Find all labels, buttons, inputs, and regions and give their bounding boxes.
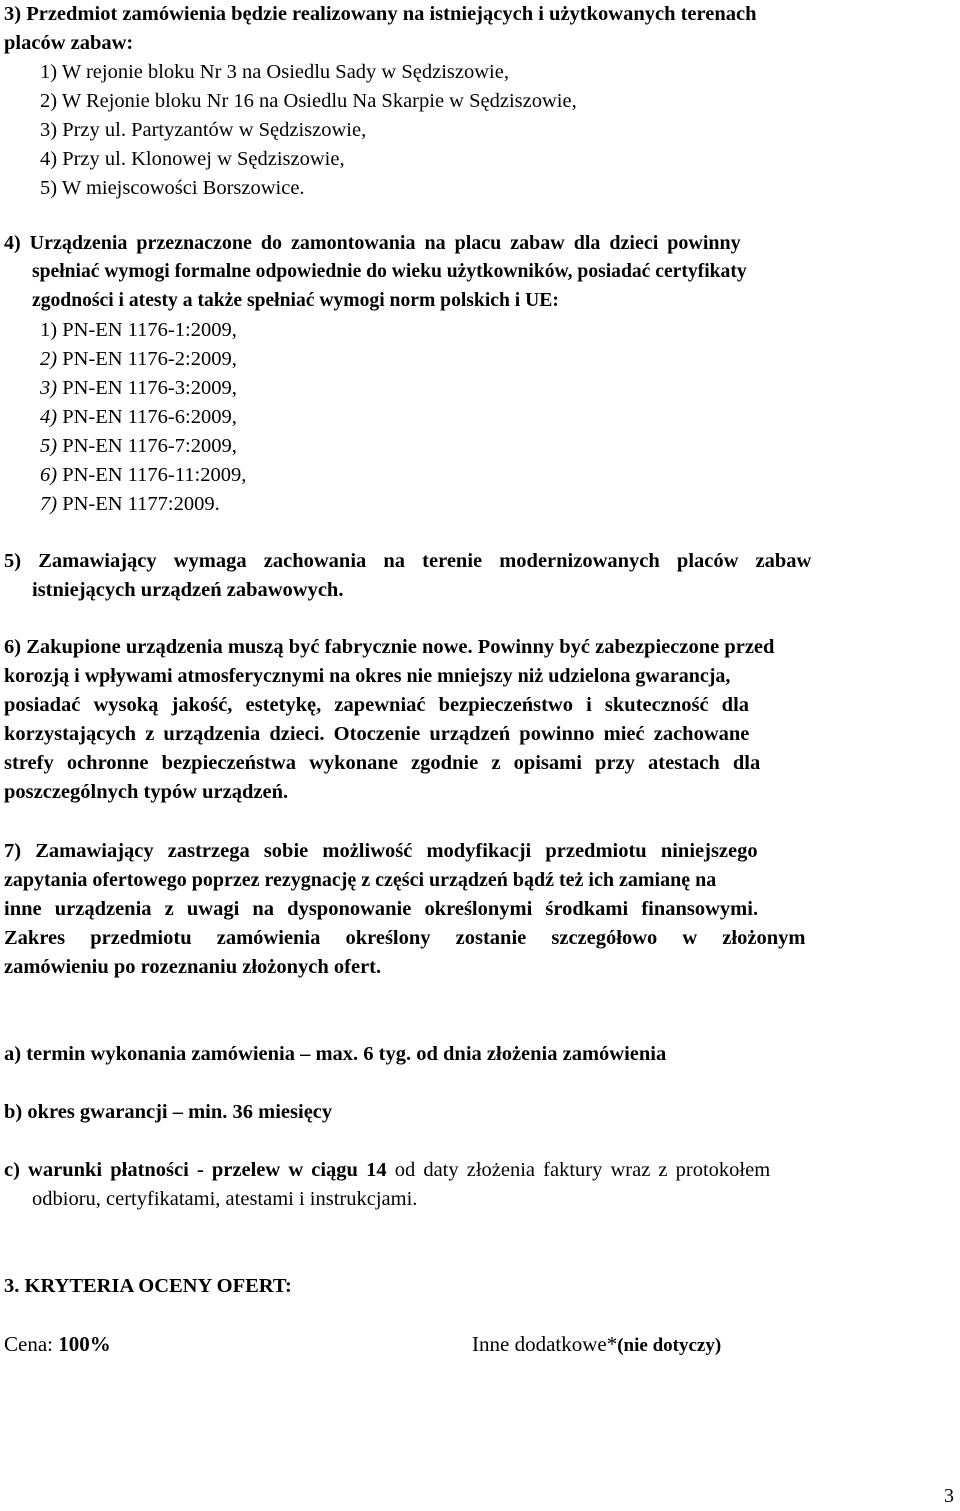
- section3-heading-line1: 3) Przedmiot zamówienia będzie realizowany na istniejących i użytkowanych terenach: [4, 3, 757, 25]
- list-item: [40, 432, 237, 461]
- list-item: [40, 316, 237, 345]
- section6-lead: 6) Zakupione urządzenia muszą być fabrycznie nowe.: [4, 636, 473, 658]
- list-item-text: W miejscowości Borszowice.: [61, 177, 305, 199]
- list-item: [40, 145, 345, 174]
- list-item-number: 7): [40, 493, 58, 515]
- list-item-text: W rejonie bloku Nr 3 na Osiedlu Sady w Sędziszowie,: [61, 61, 509, 83]
- term-c-line1: [4, 1156, 770, 1185]
- list-item-text: PN-EN 1176-7:2009,: [62, 435, 237, 457]
- list-item-text: Przy ul. Klonowej w Sędziszowie,: [62, 148, 345, 170]
- section6-line5: strefy ochronne bezpieczeństwa wykonane zgodnie z opisami przy atestach dla: [4, 752, 761, 774]
- list-item-number: 5): [40, 435, 58, 457]
- list-item-number: 2): [40, 90, 58, 112]
- section4-line1: 4) Urządzenia przeznaczone do zamontowania na placu zabaw dla dzieci powinny: [4, 232, 741, 254]
- term-c-bold: c) warunki płatności - przelew w ciągu 14: [4, 1159, 387, 1181]
- criteria-price: [4, 1330, 111, 1359]
- criteria-heading: 3. KRYTERIA OCENY OFERT:: [4, 1275, 292, 1297]
- other-label: Inne dodatkowe*: [472, 1332, 618, 1356]
- price-value: 100%: [58, 1332, 111, 1356]
- list-item-number: 3): [40, 377, 58, 399]
- list-item: [40, 490, 220, 519]
- list-item-number: 2): [40, 348, 58, 370]
- section6-line4: korzystających z urządzenia dzieci. Otoczenie urządzeń powinno mieć zachowane: [4, 723, 750, 745]
- list-item: [40, 345, 237, 374]
- list-item: [40, 87, 577, 116]
- list-item-number: 3): [40, 119, 58, 141]
- term-c-rest: od daty złożenia faktury wraz z protokołem: [394, 1159, 771, 1181]
- section6-line2: korozją i wpływami atmosferycznymi na okres nie mniejszy niż udzielona gwarancja,: [4, 665, 731, 687]
- list-item: [40, 374, 237, 403]
- section4-line3: zgodności i atesty a także spełniać wymogi norm polskich i UE:: [32, 290, 559, 311]
- section3-heading-line2: placów zabaw:: [4, 32, 134, 54]
- section7-line1: 7) Zamawiający zastrzega sobie możliwość modyfikacji przedmiotu niniejszego: [4, 840, 758, 862]
- list-item-number: 5): [40, 177, 58, 199]
- section4-line2: spełniać wymogi formalne odpowiednie do wieku użytkowników, posiadać certyfikaty: [32, 261, 747, 282]
- section5-line2: istniejących urządzeń zabawowych.: [32, 579, 344, 601]
- list-item-text: PN-EN 1176-2:2009,: [62, 348, 237, 370]
- section6-line6: poszczególnych typów urządzeń.: [4, 781, 289, 803]
- list-item-number: 6): [40, 464, 58, 486]
- section7-line5: zamówieniu po rozeznaniu złożonych ofert.: [4, 956, 382, 978]
- section7-line4: Zakres przedmiotu zamówienia określony zostanie szczegółowo w złożonym: [4, 927, 806, 949]
- list-item-text: PN-EN 1177:2009.: [62, 493, 220, 515]
- list-item: [40, 461, 246, 490]
- list-item-text: PN-EN 1176-11:2009,: [62, 464, 247, 486]
- section6-line1-rest: Powinny być zabezpieczone przed: [477, 636, 775, 658]
- criteria-other: [472, 1330, 721, 1361]
- section7-line2: zapytania ofertowego poprzez rezygnację z części urządzeń bądź też ich zamianę na: [4, 869, 717, 891]
- section6-line3: posiadać wysoką jakość, estetykę, zapewniać bezpieczeństwo i skuteczność dla: [4, 694, 750, 716]
- other-note: (nie dotyczy): [617, 1335, 722, 1356]
- list-item-number: 1): [40, 61, 58, 83]
- list-item-text: W Rejonie bloku Nr 16 na Osiedlu Na Skarpie w Sędziszowie,: [61, 90, 577, 112]
- list-item-text: PN-EN 1176-6:2009,: [62, 406, 237, 428]
- term-c-line2: odbioru, certyfikatami, atestami i instrukcjami.: [32, 1188, 418, 1210]
- page-number: 3: [944, 1485, 954, 1507]
- section7-line3: inne urządzenia z uwagi na dysponowanie określonymi środkami finansowymi.: [4, 898, 759, 920]
- section5-line1: 5) Zamawiający wymaga zachowania na terenie modernizowanych placów zabaw: [4, 550, 812, 572]
- list-item: [40, 174, 305, 203]
- list-item-text: PN-EN 1176-3:2009,: [62, 377, 237, 399]
- list-item-number: 4): [40, 406, 58, 428]
- list-item-text: PN-EN 1176-1:2009,: [62, 319, 237, 341]
- term-b: b) okres gwarancji – min. 36 miesięcy: [4, 1101, 333, 1123]
- list-item-number: 4): [40, 148, 58, 170]
- section6-line1: [4, 633, 774, 662]
- list-item: [40, 58, 509, 87]
- price-label: Cena:: [4, 1332, 53, 1356]
- list-item-text: Przy ul. Partyzantów w Sędziszowie,: [62, 119, 367, 141]
- list-item-number: 1): [40, 319, 58, 341]
- list-item: [40, 403, 237, 432]
- term-a: a) termin wykonania zamówienia – max. 6 tyg. od dnia złożenia zamówienia: [4, 1043, 667, 1065]
- list-item: [40, 116, 366, 145]
